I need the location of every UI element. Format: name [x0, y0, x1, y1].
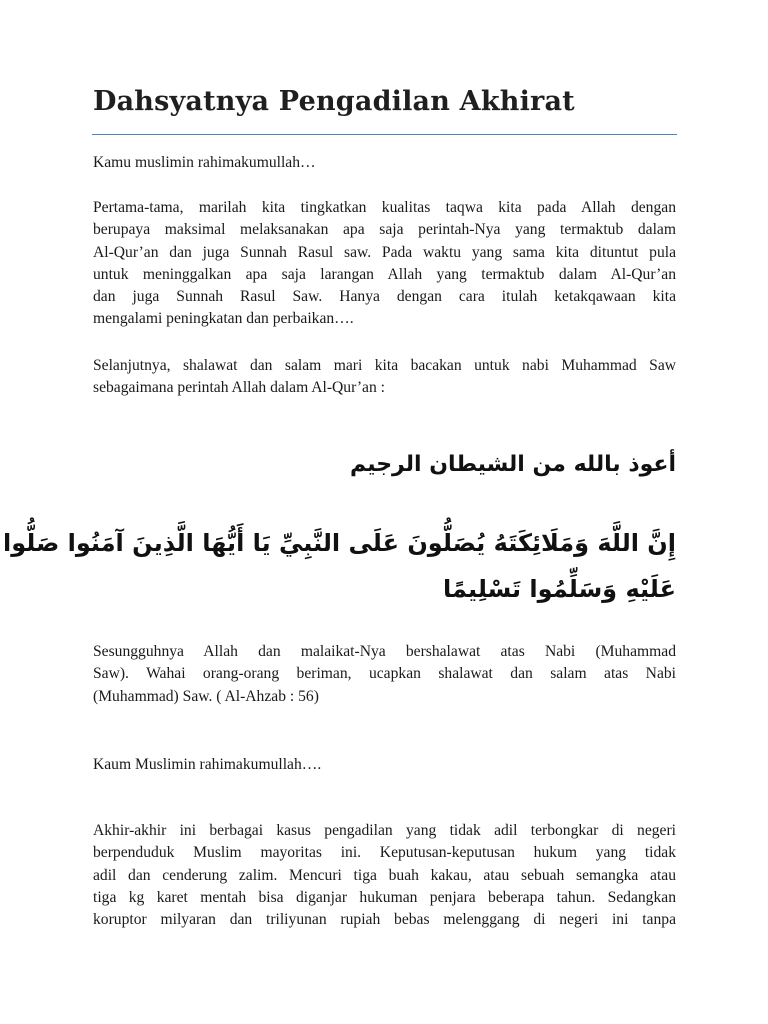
shalawat-intro-paragraph: [93, 355, 676, 400]
page-title: Dahsyatnya Pengadilan Akhirat: [93, 86, 575, 117]
paragraph-line: (Muhammad) Saw. ( Al-Ahzab : 56): [93, 687, 319, 705]
translation-paragraph: [93, 641, 676, 708]
title-underline: [92, 134, 677, 135]
paragraph-line: Sesungguhnya Allah dan malaikat-Nya bershalawat atas Nabi (Muhammad: [93, 643, 676, 660]
arabic-verse-line: إِنَّ اللَّهَ وَمَلَائِكَتَهُ يُصَلُّونَ عَلَى النَّبِيِّ يَا أَيُّهَا الَّذِينَ آمَنُوا صَلُّوا: [3, 529, 676, 557]
paragraph-line: adil dan cenderung zalim. Mencuri tiga buah kakau, atau sebuah semangka atau: [93, 866, 676, 884]
paragraph-line: Selanjutnya, shalawat dan salam mari kita bacakan untuk nabi Muhammad Saw: [93, 357, 676, 374]
arabic-taawudz: أعوذ بالله من الشيطان الرجيم: [349, 452, 676, 477]
greeting-paragraph-2: [93, 754, 676, 776]
paragraph-line: Saw). Wahai orang-orang beriman, ucapkan shalawat dan salam atas Nabi: [93, 665, 676, 683]
arabic-verse: [3, 520, 676, 612]
paragraph-line: koruptor milyaran dan triliyunan rupiah bebas melenggang di negeri ini tanpa: [93, 911, 676, 929]
greeting-paragraph: [93, 152, 676, 174]
paragraph-line: Al-Qur’an dan juga Sunnah Rasul saw. Pada waktu yang sama kita dituntut pula: [93, 243, 676, 261]
greeting-text: Kamu muslimin rahimakumullah…: [93, 154, 316, 171]
paragraph-line: berpenduduk Muslim mayoritas ini. Keputusan-keputusan hukum yang tidak: [93, 844, 676, 862]
body-paragraph: [93, 820, 676, 931]
paragraph-line: Akhir-akhir ini berbagai kasus pengadilan yang tidak adil terbongkar di negeri: [93, 822, 676, 839]
paragraph-line: sebagaimana perintah Allah dalam Al-Qur’an :: [93, 379, 385, 397]
greeting-text: Kaum Muslimin rahimakumullah….: [93, 756, 322, 773]
paragraph-line: berupaya maksimal melaksanakan apa saja perintah-Nya yang termaktub dalam: [93, 221, 676, 239]
arabic-verse-line: عَلَيْهِ وَسَلِّمُوا تَسْلِيمًا: [442, 575, 676, 603]
paragraph-line: mengalami peningkatan dan perbaikan….: [93, 310, 354, 328]
paragraph-line: dan juga Sunnah Rasul Saw. Hanya dengan cara itulah ketakqawaan kita: [93, 288, 676, 306]
paragraph-line: tiga kg karet mentah bisa diganjar hukuman penjara beberapa tahun. Sedangkan: [93, 888, 676, 906]
paragraph-line: untuk meninggalkan apa saja larangan Allah yang termaktub dalam Al-Qur’an: [93, 265, 676, 283]
paragraph-line: Pertama-tama, marilah kita tingkatkan kualitas taqwa kita pada Allah dengan: [93, 199, 676, 216]
opening-paragraph: [93, 197, 676, 331]
